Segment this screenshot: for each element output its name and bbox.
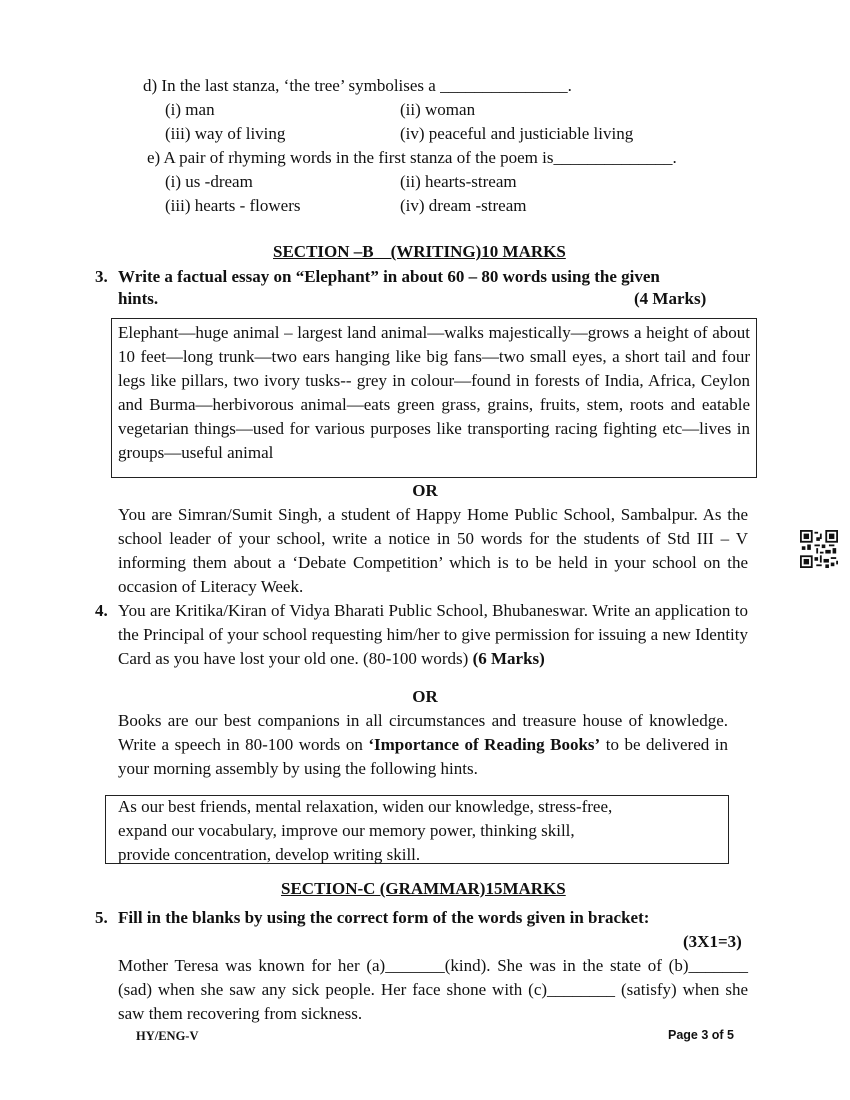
- or-divider-q3: OR: [412, 481, 438, 500]
- footer-page-number: Page 3 of 5: [668, 1028, 734, 1042]
- question-e-option-2: (ii) hearts-stream: [400, 172, 517, 191]
- question-3-alternative: You are Simran/Sumit Singh, a student of Happy Home Public School, Sambalpur. As the school leader of your school, write a notice in 50 words for the students of Std III – V informing them about a ‘Debate Competition’ which is to be held in your school on the occasion of Literacy Week.: [118, 505, 748, 596]
- question-d-option-1: (i) man: [165, 100, 215, 119]
- question-5-instruction: Fill in the blanks by using the correct form of the words given in bracket:: [118, 908, 650, 927]
- question-4-text: [118, 599, 748, 671]
- reading-hint-line-2: expand our vocabulary, improve our memory power, thinking skill,: [118, 821, 575, 840]
- question-4-alt-post: to be delivered in your morning assembly by using the following hints.: [118, 735, 728, 778]
- reading-hints-box: [105, 795, 729, 864]
- question-4-alt-pre: Books are our best companions in all circumstances and treasure house of knowledge. Write a speech in 80-100 words on: [118, 711, 728, 754]
- question-3-number: 3.: [95, 267, 108, 286]
- elephant-hints-text: Elephant—huge animal – largest land animal—walks majestically—grows a height of about 10 feet—long trunk—two ears hanging like big fans—two small eyes, a short tail and four legs like pillars, two ivory tusks-- grey in colour—found in forests of India, Africa, Ceylon and Burma—herbivorous animal—eats green grass, grains, fruits, stem, roots and eatable vegetarian things—used for various purposes like transporting racing fighting etc—lives in groups—useful animal: [118, 323, 750, 462]
- question-d-option-3: (iii) way of living: [165, 124, 286, 143]
- question-4-alternative: [118, 709, 728, 781]
- question-5-passage: Mother Teresa was known for her (a)_______(kind). She was in the state of (b)_______ (sad) when she saw any sick people. Her face shone with (c)________ (satisfy) when she saw them recovering from sickness.: [118, 956, 748, 1023]
- question-e-option-1: (i) us -dream: [165, 172, 253, 191]
- question-5-marks: (3X1=3): [683, 932, 742, 951]
- footer-paper-code: HY/ENG-V: [136, 1029, 199, 1043]
- question-3-line-2: hints.: [118, 289, 159, 308]
- question-e-option-3: (iii) hearts - flowers: [165, 196, 301, 215]
- or-divider-q4: OR: [412, 687, 438, 706]
- elephant-hints-box: [111, 318, 757, 478]
- question-4-body: You are Kritika/Kiran of Vidya Bharati Public School, Bhubaneswar. Write an application to the Principal of your school requesting him/her to give permission for issuing a new Identity Card as you have lost your old one. (80-100 words): [118, 601, 748, 668]
- question-3-line-1: Write a factual essay on “Elephant” in about 60 – 80 words using the given: [118, 267, 660, 286]
- question-e-option-4: (iv) dream -stream: [400, 196, 527, 215]
- qr-code-icon: [800, 530, 838, 568]
- question-4-marks: (6 Marks): [472, 649, 545, 668]
- section-c-heading: SECTION-C (GRAMMAR)15MARKS: [281, 879, 566, 898]
- question-d-option-4: (iv) peaceful and justiciable living: [400, 124, 634, 143]
- question-4-alt-topic: ‘Importance of Reading Books’: [368, 735, 601, 754]
- question-d-option-2: (ii) woman: [400, 100, 476, 119]
- reading-hint-line-3: provide concentration, develop writing skill.: [118, 845, 421, 864]
- question-4-number: 4.: [95, 601, 108, 620]
- question-e-stem: e) A pair of rhyming words in the first stanza of the poem is______________.: [147, 148, 677, 167]
- section-b-heading: SECTION –B (WRITING)10 MARKS: [273, 242, 566, 261]
- reading-hint-line-1: As our best friends, mental relaxation, widen our knowledge, stress-free,: [118, 797, 613, 816]
- question-3-marks: (4 Marks): [634, 289, 707, 308]
- question-d-stem: d) In the last stanza, ‘the tree’ symbolises a _______________.: [143, 76, 572, 95]
- question-5-number: 5.: [95, 908, 108, 927]
